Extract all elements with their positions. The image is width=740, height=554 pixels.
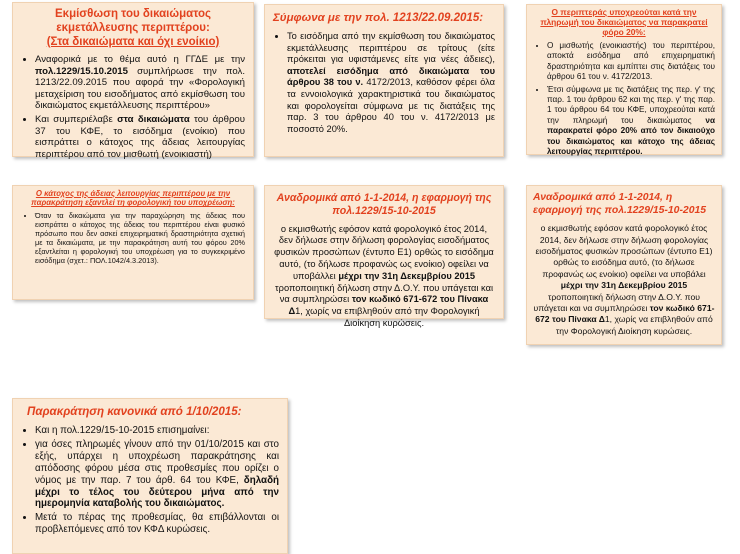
bullet-list — [21, 54, 245, 160]
panel-title — [21, 7, 245, 49]
list-item: • για όσες πληρωμές γίνουν από την 01/10/2015 και στο εξής, υπάρχει η υποχρέωση παρακράτησης και απόδοσης φόρου μέσα στις προθεσμίες που ορίζει ο νόμος με την παρ. 7 του άρθ. 64 του ΚΦΕ, δηλαδή μέχρι το τέλος του δεύτερου μήνα από την ημερομηνία καταβολής του δικαιώματος. — [35, 439, 279, 510]
list-item: • Και συμπεριέλαβε στα δικαιώματα του άρθρου 37 του ΚΦΕ, το εισόδημα (ενοίκιο) που εισπράττει ο κάτοχος της άδειας λειτουργίας περιπτέρου από τον μισθωτή (ενοικιαστή) — [35, 114, 245, 160]
list-item: • Έτσι σύμφωνα με τις διατάξεις της περ. γ' της παρ. 1 του άρθρου 62 και της περ. γ' της παρ. 1 του άρθρου 64 του ΚΦΕ, υποχρεούται κατά την πληρωμή του δικαιώματος να παρακρατεί φόρο 20% από τον δικαιούχο του δικαιώματος και κάτοχο της άδειας λειτουργίας περιπτέρου. — [547, 85, 715, 158]
panel-title: Αναδρομικά από 1-1-2014, η εφαρμογή της πολ.1229/15-10-2015 — [276, 192, 492, 217]
panel-body: ο εκμισθωτής εφόσον κατά φορολογικό έτος 2014, δεν δήλωσε στην δήλωση φορολογίας εισοδήματος φυσικών προσώπων (έντυπο Ε1) ορθώς το εισόδημα αυτό, (το δήλωσε προφανώς ως ενοίκιο) οφείλει να υποβάλει μέχρι την 31η Δεκεμβρίου 2015 τροποποιητική δήλωση στην Δ.Ο.Υ. που υπάγεται και να συμπληρώσει τον κωδικό 671-672 του Πίνακα Δ1, χωρίς να επιβληθούν από την Φορολογική Διοίκηση κυρώσεις. — [533, 223, 715, 336]
bullet-list — [533, 41, 715, 157]
panel-title-line: Εκμίσθωση του δικαιώματος εκμετάλλευσης περιπτέρου: — [54, 8, 212, 34]
panel-license-holder — [12, 185, 254, 300]
panel-title: Παρακράτηση κανονικά από 1/10/2015: — [27, 405, 242, 418]
bullet-list — [21, 211, 245, 265]
panel-title-text: Ο κάτοχος της άδειας λειτουργίας περιπτέρου με την παρακράτηση εξαντλεί τη φορολογική του υποχρέωση: — [31, 189, 235, 208]
panel-retroactive-1 — [264, 185, 504, 328]
panel-title: Σύμφωνα με την πολ. 1213/22.09.2015: — [273, 12, 484, 24]
list-item: • Αναφορικά με το θέμα αυτό η ΓΓΔΕ με την πολ.1229/15.10.2015 συμπλήρωσε την πολ. 1213/22.09.2015 που αφορά την «Φορολογική μεταχείριση του εισοδήματος από εκμίσθωση του δικαιώματος εκμετάλλευσης περιπτέρου» — [35, 54, 245, 112]
list-item: • Μετά το πέρας της προθεσμίας, θα επιβάλλονται οι προβλεπόμενες από τον ΚΦΔ κυρώσεις. — [35, 512, 279, 536]
panel-lease-rights — [12, 2, 254, 160]
list-item: • Ο μισθωτής (ενοικιαστής) του περιπτέρου, αποκτά εισόδημα από επιχειρηματική δραστηριότητα και εμπίπτει στις διατάξεις του άρθρου 61 του ν. 4172/2013. — [547, 41, 715, 83]
panel-retroactive-2 — [526, 185, 722, 345]
panel-title: Αναδρομικά από 1-1-2014, η εφαρμογή της πολ.1229/15-10-2015 — [533, 192, 707, 216]
panel-title: Ο περιπτεράς υποχρεούται κατά την πληρωμή του δικαιώματος να παρακρατεί φόρο 20%: — [540, 7, 708, 37]
bullet-list — [273, 31, 495, 135]
panel-body: ο εκμισθωτής εφόσον κατά φορολογικό έτος 2014, δεν δήλωσε στην δήλωση φορολογίας εισοδήματος φυσικών προσώπων (έντυπο Ε1) ορθώς το εισόδημα αυτό, (το δήλωσε προφανώς ως ενοίκιο) οφείλει να υποβάλλει μέχρι την 31η Δεκεμβρίου 2015 τροποποιητική δήλωση στην Δ.Ο.Υ. που υπάγεται και να συμπληρώσει τον κωδικό 671-672 του Πίνακα Δ1, χωρίς να επιβληθούν από την Φορολογική Διοίκηση κυρώσεις. — [274, 223, 494, 328]
panel-subtitle: (Στα δικαιώματα και όχι ενοίκιο) — [46, 36, 220, 48]
list-item: • Όταν τα δικαιώματα για την παραχώρηση της άδειας που εισπράττει ο κάτοχος της άδειας του περιπτέρου είναι φυσικό πρόσωπο που δεν ασκεί επιχειρηματική δραστηριότητα σχετική με τα δικαιώματα, με την παρακράτηση αυτή του φόρου 20% εξαντλείται η φορολογική του υποχρέωση για το συγκεκριμένο εισόδημα (σχετ.: ΠΟΛ.1042/4.3.2013). — [35, 211, 245, 265]
bullet-list — [21, 425, 279, 536]
panel-withholding-obligation — [526, 4, 722, 155]
panel-withholding-from-oct — [12, 398, 288, 554]
list-item: • Το εισόδημα από την εκμίσθωση του δικαιώματος εκμετάλλευσης περιπτέρου σε τρίτους (είτε πρόκειται για υφιστάμενες είτε για νέες άδειες), αποτελεί εισόδημα από δικαιώματα του άρθρου 38 του ν. 4172/2013, καθόσον φέρει όλα τα εννοιολογικά χαρακτηριστικά του δικαιώματος και φορολογείται σύμφωνα με τις διατάξεις της παρ. 3 του άρθρου 40 του ν. 4172/2013 με ποσοστό 20%. — [287, 31, 495, 135]
panel-title — [21, 189, 245, 208]
panel-pol-1213 — [264, 4, 504, 157]
list-item: • Και η πολ.1229/15-10-2015 επισημαίνει: — [35, 425, 279, 437]
